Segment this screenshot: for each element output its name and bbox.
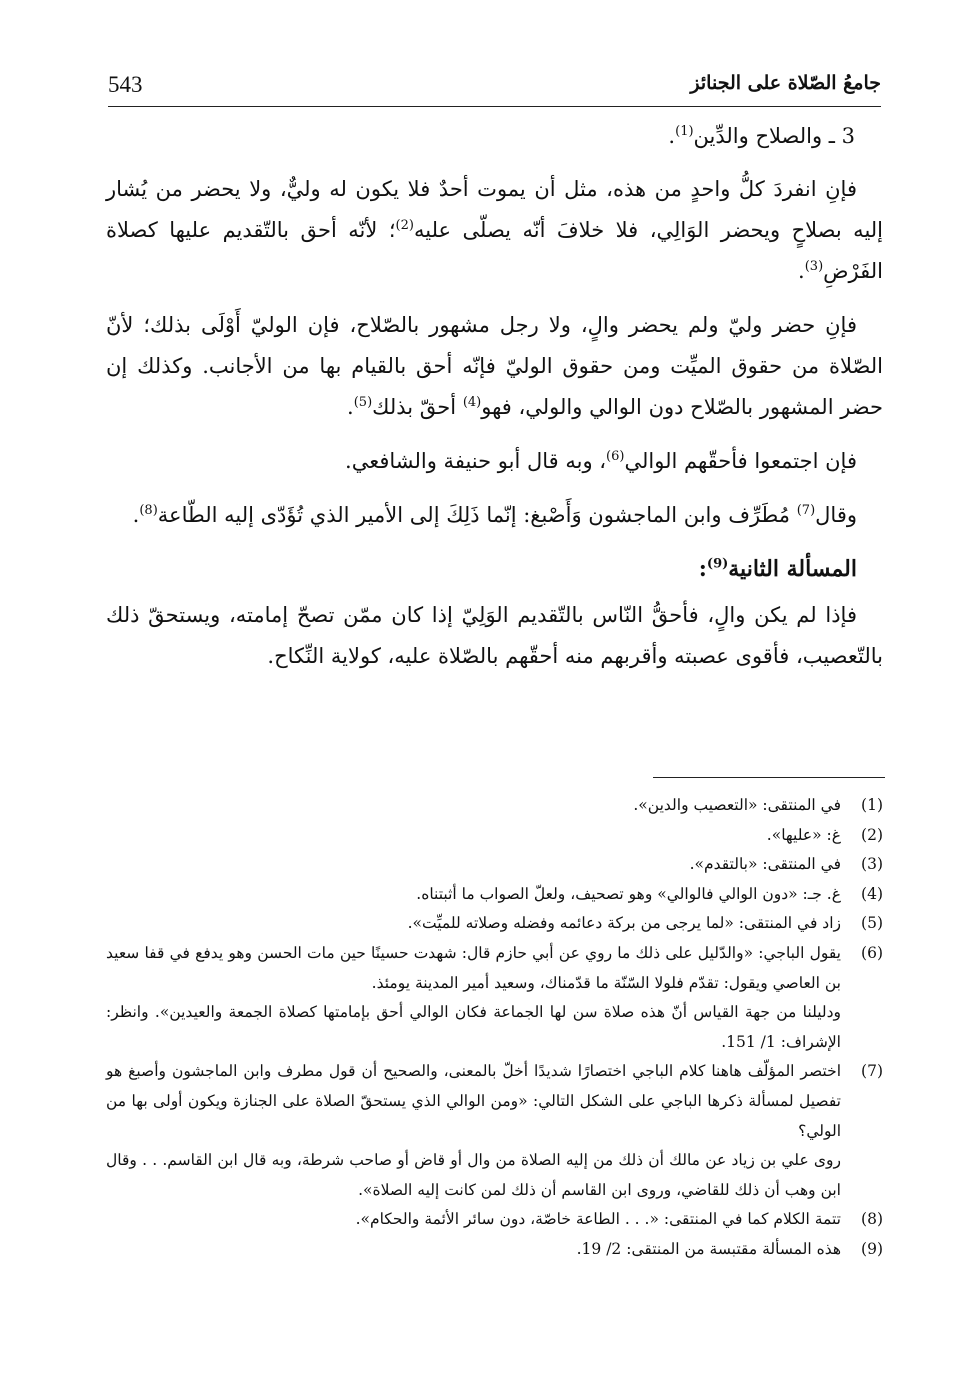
footnote: (6) يقول الباجي: «والدّليل على ذلك ما روي عن أبي حازم قال: شهدت حسينًا حين مات الحسن وهو يدفع في قفا سعيد بن العاصي ويقول: تقدّم فلولا السّنّة ما قدّمناك، وسعيد أمير المدينة يومئذ. [106, 943, 883, 992]
footnote-ref: (4) [462, 395, 482, 410]
footnote-continuation: ودليلنا من جهة القياس أنّ هذه صلاة سن لها الجماعة فكان الوالي أحق بإمامتها كصلاة الجمعة والعيدين». وانظر: الإشراف: 1/ 151. [106, 1003, 841, 1051]
footnote-ref: (2) [395, 218, 414, 233]
footnote: (3) في المنتقى: «بالتقدم». [689, 855, 883, 874]
page-number: 543 [108, 72, 143, 97]
footnotes [106, 791, 883, 1265]
footnote-ref: (6) [606, 449, 625, 464]
section-heading: المسألة الثانية$^{(9)}$: [698, 556, 857, 582]
page-header [108, 66, 881, 107]
footnote: (9) هذه المسألة مقتبسة من المنتقى: 2/ 19. [576, 1239, 883, 1258]
footnote-ref: (7) [796, 503, 816, 518]
footnote: (7) اختصر المؤلّف هاهنا كلام الباجي اختصارًا شديدًا أخلّ بالمعنى، والصحيح أن قول مطرف وابن الماجشون وأصبغ هو تفصيل لمسألة ذكرها الباجي على الشكل التالي: «ومن الوالي الذي يستحقّ الصلاة على الجنازة ويكون أولى بها من الولي؟ [106, 1062, 883, 1140]
running-title: جامعُ الصّلاة على الجنائز [690, 72, 881, 94]
paragraph: فإذا لم يكن والٍ، فأحقُّ النّاس بالتّقديم الوَلِيّ إذا كان ممّن تصحّ إمامته، ويستحقّ ذلك بالتّعصيب، فأقوى عصبته وأقربهم منه أحقّهم بالصّلاة عليه، كولاية النِّكاح. [106, 603, 883, 668]
main-text [106, 116, 883, 690]
footnote: (5) زاد في المنتقى: «لما يرجى من بركة دعائمه وفضله وصلاته للميِّت». [407, 914, 883, 933]
paragraph: فإنِ حضر وليّ ولم يحضر والٍ، ولا رجل مشهور بالصّلاح، فإن الوليّ أَوْلَى بذلك؛ لأنّ الصّلاة من حقوق الميِّت ومن حقوق الوليّ فإنّه أحق بالقيام بها من الأجانب. وكذلك إن حضر المشهور بالصّلاح دون الوالي والولي، فهو$^{(4)}$ أحقّ بذلك$^{(5)}$. [106, 313, 883, 419]
footnote-ref: (3) [804, 259, 824, 274]
footnote-ref: (5) [353, 395, 373, 410]
paragraph: 3 ـ والصلاح والدِّين$^{(1)}$. [668, 124, 855, 148]
footnote: (4) غ. جـ: «دون الوالي فالوالي» وهو تصحيف، ولعلّ الصواب ما أثبتناه. [416, 884, 883, 903]
footnote-ref: (1) [675, 124, 694, 139]
footnote-ref: (8) [139, 503, 158, 518]
paragraph: فإن اجتمعوا فأحقّهم الوالي$^{(6)}$، وبه قال أبو حنيفة والشافعي. [345, 449, 857, 473]
footnote-ref: (9) [706, 556, 729, 572]
footnote: (2) غ: «عليها». [766, 825, 883, 844]
footnote: (8) تتمة الكلام كما في المنتقى: «. . . الطاعة خاصّة، دون سائر الأئمة والحكام». [355, 1210, 883, 1229]
paragraph: فإنِ انفردَ كلُّ واحدٍ من هذه، مثل أن يموت أحدٌ فلا يكون له وليٌّ، ولا يحضر من يُشار إليه بصلاحٍ ويحضر الوَالِي، فلا خلافَ أنّه يصلّى عليه$^{(2)}$؛ لأنّه أحق بالتّقديم عليها كصلاة الفَرْضِ$^{(3)}$. [106, 177, 884, 283]
paragraph: وقال$^{(7)}$ مُطَرِّف وابن الماجشون وَأَصْبغ: إنّما ذَلِكَ إلى الأمير الذي تُؤَدّى إليه الطّاعة$^{(8)}$. [132, 503, 857, 527]
footnote-continuation: روى علي بن زياد عن مالك أن ذلك من إليه الصلاة من وال أو قاض أو صاحب شرطة، وبه قال ابن القاسم. . . وقال ابن وهب أن ذلك للقاضي، وروى ابن القاسم أن ذلك لمن كانت إليه الصلاة». [106, 1151, 841, 1199]
footnote: (1) في المنتقى: «التعصيب والدين». [633, 796, 883, 814]
footnote-separator [653, 777, 885, 778]
